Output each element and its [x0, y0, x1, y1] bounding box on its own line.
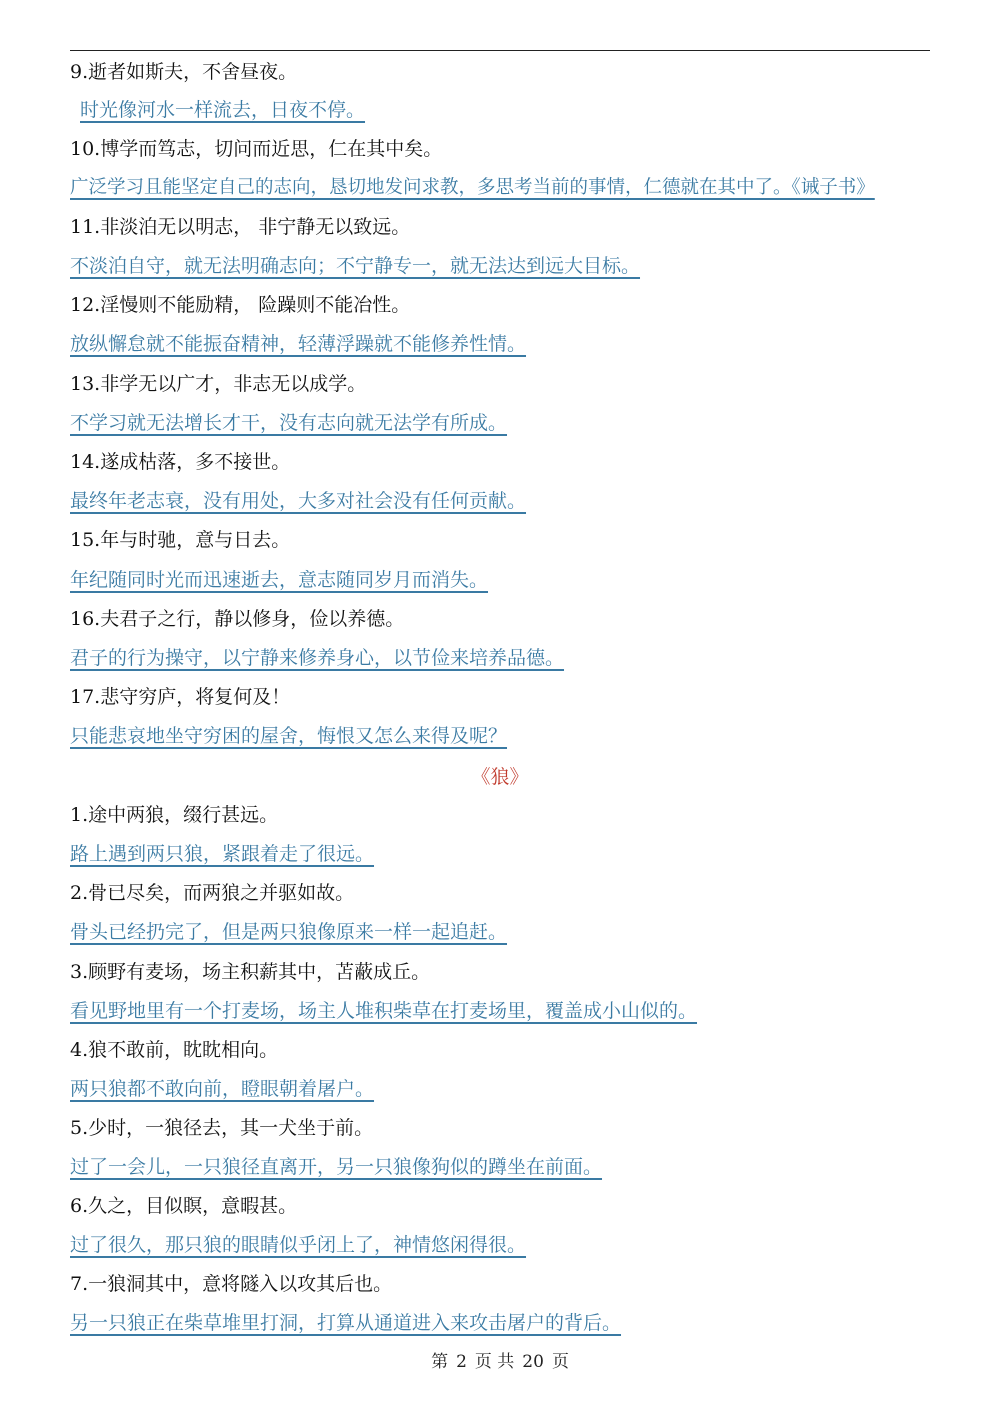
source-line: 1.途中两狼，缀行甚远。	[70, 804, 279, 826]
translation-line: 最终年老志衰，没有用处，大多对社会没有任何贡献。	[70, 490, 527, 512]
source-line: 14.遂成枯落，多不接世。	[70, 451, 291, 473]
source-line: 7.一狼洞其中，意将隧入以攻其后也。	[70, 1273, 393, 1295]
source-line: 3.顾野有麦场，场主积薪其中，苫蔽成丘。	[70, 961, 431, 983]
translation-line: 不淡泊自守，就无法明确志向；不宁静专一，就无法达到远大目标。	[70, 255, 641, 277]
footer-suffix: 页	[551, 1352, 569, 1372]
source-line: 17.悲守穷庐，将复何及！	[70, 686, 291, 708]
source-line: 12.淫慢则不能励精， 险躁则不能冶性。	[70, 294, 411, 316]
source-line: 15.年与时驰，意与日去。	[70, 529, 291, 551]
translation-line: 君子的行为操守，以宁静来修养身心，以节俭来培养品德。	[70, 647, 565, 669]
translation-line: 过了一会儿，一只狼径直离开，另一只狼像狗似的蹲坐在前面。	[70, 1156, 603, 1178]
source-line: 9.逝者如斯夫，不舍昼夜。	[70, 61, 298, 83]
translation-line: 年纪随同时光而迅速逝去，意志随同岁月而消失。	[70, 569, 489, 591]
total-pages: 20	[522, 1352, 544, 1372]
translation-line: 另一只狼正在柴草堆里打洞，打算从通道进入来攻击屠户的背后。	[70, 1312, 622, 1334]
translation-line: 骨头已经扔完了，但是两只狼像原来一样一起追赶。	[70, 921, 508, 943]
source-line: 11.非淡泊无以明志， 非宁静无以致远。	[70, 216, 411, 238]
source-line: 5.少时，一狼径去，其一犬坐于前。	[70, 1117, 374, 1139]
translation-line: 不学习就无法增长才干，没有志向就无法学有所成。	[70, 412, 508, 434]
translation-line: 看见野地里有一个打麦场，场主人堆积柴草在打麦场里，覆盖成小山似的。	[70, 1000, 698, 1022]
footer-middle: 页 共	[474, 1352, 515, 1372]
source-line: 6.久之，目似瞑，意暇甚。	[70, 1195, 298, 1217]
source-line: 10.博学而笃志，切问而近思，仁在其中矣。	[70, 138, 443, 160]
translation-line: 只能悲哀地坐守穷困的屋舍，悔恨又怎么来得及呢？	[70, 725, 508, 747]
footer-prefix: 第	[431, 1352, 449, 1372]
page-footer	[0, 1347, 1000, 1372]
source-line: 2.骨已尽矣，而两狼之并驱如故。	[70, 882, 355, 904]
source-line: 16.夫君子之行，静以修身，俭以养德。	[70, 608, 405, 630]
top-rule	[70, 50, 930, 51]
translation-line: 时光像河水一样流去，日夜不停。	[80, 99, 366, 121]
page-number: 2	[456, 1352, 467, 1372]
source-line: 13.非学无以广才，非志无以成学。	[70, 373, 367, 395]
translation-line: 两只狼都不敢向前，瞪眼朝着屠户。	[70, 1078, 375, 1100]
section-title: 《狼》	[471, 766, 529, 788]
translation-line: 过了很久，那只狼的眼睛似乎闭上了，神情悠闲得很。	[70, 1234, 527, 1256]
translation-line: 放纵懈怠就不能振奋精神，轻薄浮躁就不能修养性情。	[70, 333, 527, 355]
translation-line: 路上遇到两只狼，紧跟着走了很远。	[70, 843, 375, 865]
translation-line: 广泛学习且能坚定自己的志向，恳切地发问求教，多思考当前的事情，仁德就在其中了。《诫子书》	[70, 177, 875, 198]
source-line: 4.狼不敢前，眈眈相向。	[70, 1039, 279, 1061]
